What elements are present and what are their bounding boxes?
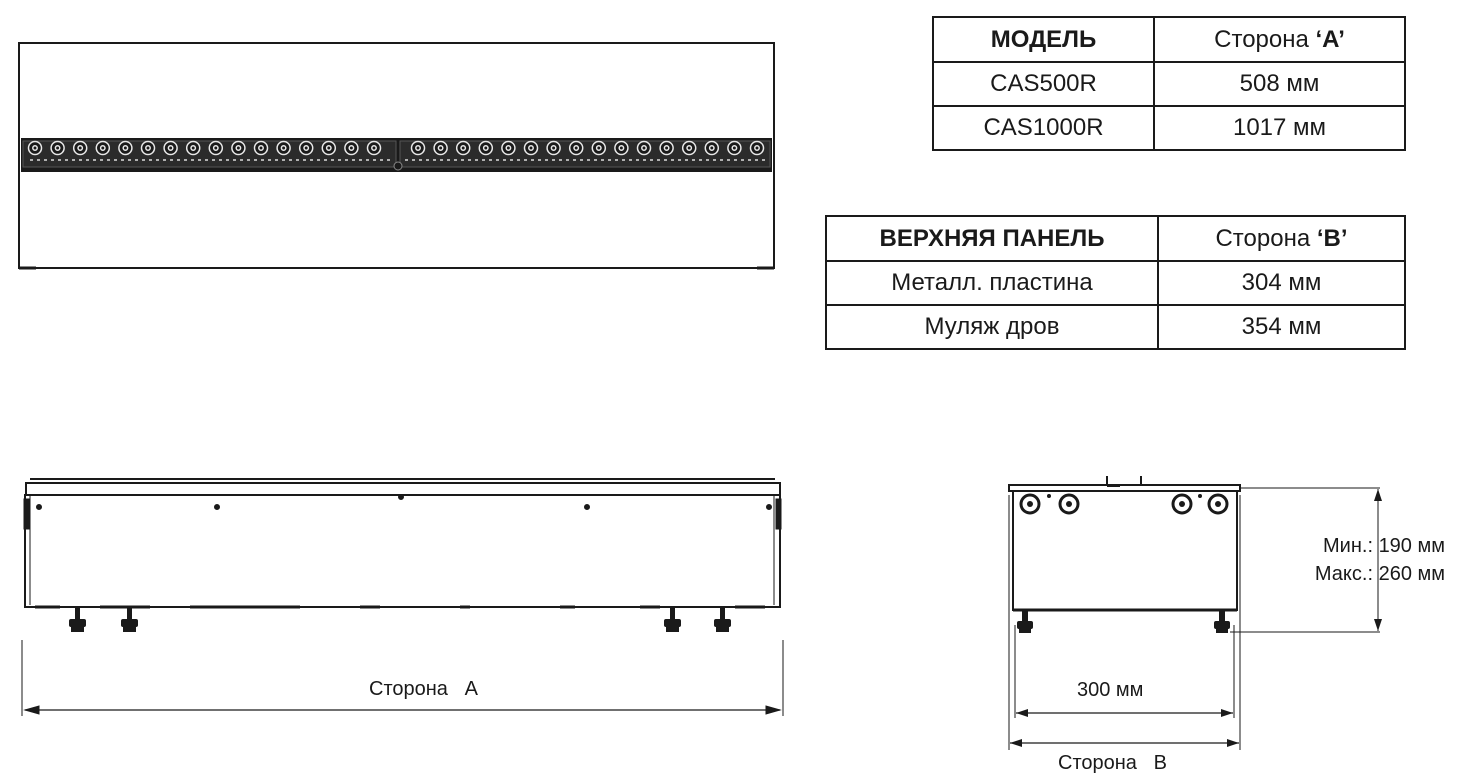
front-foot [714, 607, 731, 632]
burner-center [304, 146, 308, 150]
burner-center [349, 146, 353, 150]
side-foot [1214, 610, 1230, 633]
side-a-value-cell: 1017 мм [1154, 106, 1405, 150]
burner-center [619, 146, 623, 150]
burner-center [642, 146, 646, 150]
burner-center [101, 146, 105, 150]
burner-center [372, 146, 376, 150]
model-table-header-side [1154, 17, 1405, 62]
model-table-header-model [933, 17, 1154, 62]
panel-table-header-side [1158, 216, 1405, 261]
burner-center [416, 146, 420, 150]
side-a-dimension-label: Сторона A [363, 678, 484, 701]
depth-dimension-label: 300 мм [1077, 679, 1144, 701]
burner-center [687, 146, 691, 150]
burner-center [438, 146, 442, 150]
burner-center [664, 146, 668, 150]
burner-center [327, 146, 331, 150]
table-row [933, 62, 1405, 106]
panel-table-header-panel [826, 216, 1158, 261]
burner-center [551, 146, 555, 150]
burner-center [506, 146, 510, 150]
table-row [933, 106, 1405, 150]
burner-center [168, 146, 172, 150]
panel-item-cell: Металл. пластина [826, 261, 1158, 305]
side-b-value-cell: 304 мм [1158, 261, 1405, 305]
burner-center [461, 146, 465, 150]
burner-center [484, 146, 488, 150]
side-a-value-cell: 508 мм [1154, 62, 1405, 106]
model-table [932, 16, 1406, 151]
model-header-text: МОДЕЛЬ [990, 25, 1097, 53]
side-view [1009, 476, 1382, 750]
side-b-dimension-label: Сторона B [1058, 752, 1167, 774]
side-a-header-text: Сторона [1214, 25, 1316, 53]
burner-center [281, 146, 285, 150]
model-cell: CAS1000R [933, 106, 1154, 150]
burner-center [732, 146, 736, 150]
table-row [826, 261, 1405, 305]
burner-center [55, 146, 59, 150]
burner-center [755, 146, 759, 150]
burner-center [597, 146, 601, 150]
side-a-letter: ‘A’ [1315, 25, 1345, 53]
front-foot [69, 607, 86, 632]
table-row [826, 305, 1405, 349]
burner-center [146, 146, 150, 150]
burner-center [78, 146, 82, 150]
side-b-header-text: Сторона [1215, 224, 1317, 252]
front-foot [664, 607, 681, 632]
side-b-value-cell: 354 мм [1158, 305, 1405, 349]
front-foot [121, 607, 138, 632]
height-min-label: Мин.: 190 мм [1323, 535, 1445, 557]
burner-center [710, 146, 714, 150]
burner-center [33, 146, 37, 150]
burner-center [574, 146, 578, 150]
side-b-letter: ‘B’ [1316, 224, 1348, 252]
burner-center [259, 146, 263, 150]
model-cell: CAS500R [933, 62, 1154, 106]
burner-center [214, 146, 218, 150]
panel-table [825, 215, 1406, 350]
burner-center [529, 146, 533, 150]
side-foot [1017, 610, 1033, 633]
burner-center [123, 146, 127, 150]
panel-header-text: ВЕРХНЯЯ ПАНЕЛЬ [879, 224, 1105, 252]
top-view [19, 43, 774, 268]
panel-item-cell: Муляж дров [826, 305, 1158, 349]
height-max-label: Макс.: 260 мм [1314, 563, 1445, 585]
burner-center [191, 146, 195, 150]
burner-center [236, 146, 240, 150]
